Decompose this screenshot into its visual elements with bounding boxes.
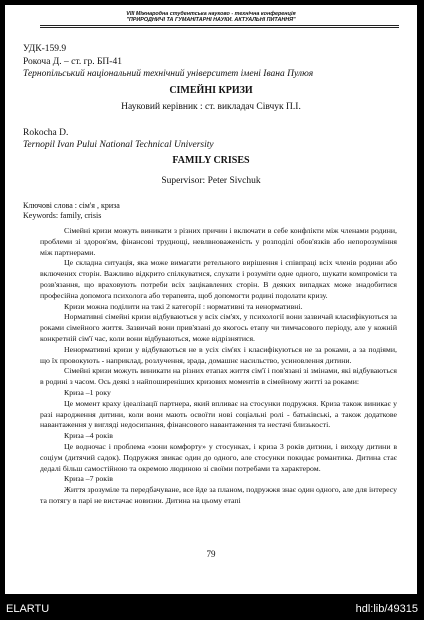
document-page — [5, 5, 417, 594]
supervisor-ua: Науковий керівник : ст. викладач Сівчук П.І. — [121, 102, 301, 112]
header-rule-top — [40, 25, 399, 26]
footer-handle: hdl:lib/49315 — [355, 603, 418, 615]
conference-line-1: VIII Міжнародна студентська науково - технічна конференція — [126, 11, 296, 17]
title-en: FAMILY CRISES — [172, 155, 250, 166]
body-paragraph: Сімейні кризи можуть виникати на різних етапах життя сім'ї і пов'язані зі змінами, які відбуваються в родині з часом. Ось деякі з найпоширеніших кризових моментів в сімейному житті за роками: — [40, 366, 397, 387]
supervisor-en: Supervisor: Peter Sivchuk — [161, 176, 261, 186]
author-ua: Рокоча Д. – ст. гр. БП-41 — [23, 57, 122, 67]
university-en: Ternopil Ivan Pului National Technical University — [23, 140, 214, 150]
crisis-heading: Криза –1 року — [64, 387, 111, 397]
body-paragraph: Це момент краху ідеалізації партнера, який впливає на стосунки подружжя. Криза також виникає у разі народження дитини, коли вони мають освоїти нові соціальні ролі - батьківські, а також додаткове навантаження у вигляді недосипання, фінансового навантаження та нестачі близькості. — [40, 398, 397, 430]
title-ua: СІМЕЙНІ КРИЗИ — [169, 85, 253, 96]
body-paragraph: Нормативні сімейні кризи відбуваються у всіх сім'ях, у психології вони зазвичай класифікуються за роками сімейного життя. Зазвичай вони прив'язані до якогось етапу чи тимчасового періоду, але у кожній конкретній сім'ї час, коли вони відбуваються, може відрізнятися. — [40, 312, 397, 343]
body-paragraph: Це водночас і проблема «зони комфорту» у стосунках, і криза 3 років дитини, і виходу дитини в соціум (дитячий садок). Подружжя звикає один до одного, але стосунки покидає романтика. Дитина стає дедалі більш самостійною та окремою людиною зі своїми потребами та характером. — [40, 441, 397, 473]
keywords-en: Keywords: family, crisis — [23, 211, 102, 220]
body-paragraph: Кризи можна поділити на такі 2 категорії : нормативні та ненормативні. — [64, 301, 303, 311]
footer-repository: ELARTU — [6, 603, 50, 615]
crisis-heading: Криза –7 років — [64, 474, 113, 484]
header-rule-bottom — [40, 27, 399, 28]
page-number: 79 — [206, 549, 216, 559]
author-en: Rokocha D. — [23, 128, 69, 138]
crisis-heading: Криза –4 років — [64, 431, 113, 441]
body-paragraph: Життя зрозуміле та передбачуване, все йде за планом, подружжя знає один одного, але для інтересу та потягу в парі не вистачає новизни. Дитина на цьому етапі — [40, 485, 397, 505]
body-paragraph: Ненормативні кризи у відбуваються не в усіх сім'ях і класифікуються не за роками, а за подіями, що їх провокують - наприклад, розлучення, зрада, домашнє насильство, усиновлення дитини. — [40, 344, 397, 365]
conference-line-2: "ПРИРОДНИЧІ ТА ГУМАНІТАРНІ НАУКИ. АКТУАЛЬНІ ПИТАННЯ" — [126, 17, 296, 23]
article-body — [40, 226, 397, 507]
body-paragraph: Це складна ситуація, яка може вимагати ретельного вирішення і співпраці всіх членів родини або включених сторін. Важливо відкрито спілкуватися, слухати і розуміти одне одного, шукати компроміси та розв'язання, що враховують потреби всіх зацікавлених сторін. В деяких випадках може знадобитися професійна допомога психолога або терапевта, щоб допомогти родині подолати кризу. — [40, 258, 397, 300]
body-paragraph: Сімейні кризи можуть виникати з різних причин і включати в себе конфлікти між членами родини, проблеми зі здоров'ям, фінансові труднощі, невлвноваженість у розподілі обов'язків або непорозуміння між партнерами. — [40, 226, 397, 257]
udk-code: УДК-159.9 — [23, 44, 67, 54]
university-ua: Тернопільський національний технічний університет імені Івана Пулюя — [23, 69, 314, 79]
keywords-ua: Ключові слова : сім'я , криза — [23, 201, 120, 210]
